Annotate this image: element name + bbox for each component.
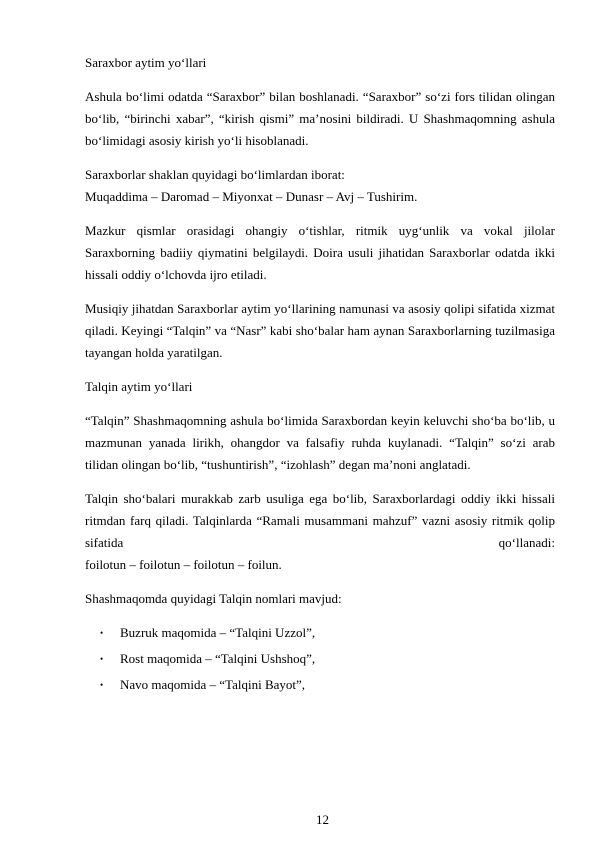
structure-parts-line: Muqaddima – Daromad – Miyonxat – Dunasr – Avj – Tushirim. <box>85 189 418 204</box>
paragraph-saraxbor-musical: Musiqiy jihatdan Saraxborlar aytim yo‘llarining namunasi va asosiy qolipi sifatida xizmat qiladi. Keyingi “Talqin” va “Nasr” kabi sho‘balar ham aynan Saraxborlarning tuzilmasiga tayangan holda yaratilgan. <box>85 301 555 360</box>
bullet-icon: • <box>100 628 104 638</box>
heading-saraxbor: Saraxbor aytim yo‘llari <box>85 55 207 70</box>
list-item <box>85 648 555 670</box>
document-page <box>85 52 555 700</box>
paragraph-saraxbor-transitions: Mazkur qismlar orasidagi ohangiy o‘tishlar, ritmik uyg‘unlik va vokal jilolar Saraxborning badiiy qiymatini belgilaydi. Doira usuli jihatidan Saraxborlar odatda ikki hissali oddiy o‘lchovda ijro etiladi. <box>85 223 555 282</box>
paragraph-saraxbor-intro: Ashula bo‘limi odatda “Saraxbor” bilan boshlanadi. “Saraxbor” so‘zi fors tilidan olingan bo‘lib, “birinchi xabar”, “kirish qismi” ma’nosini bildiradi. U Shashmaqomning ashula bo‘limidagi asosiy kirish yo‘li hisoblanadi. <box>85 89 555 148</box>
paragraph-talqin-rhythm <box>85 488 555 576</box>
list-item <box>85 674 555 696</box>
talqin-names-list <box>85 622 555 696</box>
paragraph-saraxbor-structure <box>85 164 555 208</box>
list-item-text: Rost maqomida – “Talqini Ushshoq”, <box>120 651 316 666</box>
bullet-icon: • <box>100 680 104 690</box>
structure-intro-line: Saraxborlar shaklan quyidagi bo‘limlardan iborat: <box>85 167 345 182</box>
bullet-icon: • <box>100 654 104 664</box>
page-number: 12 <box>316 812 329 827</box>
rhythm-formula: foilotun – foilotun – foilotun – foilun. <box>85 557 282 572</box>
paragraph-talqin-intro: “Talqin” Shashmaqomning ashula bo‘limida Saraxbordan keyin keluvchi sho‘ba bo‘lib, u mazmunan yanada lirikh, ohangdor va falsafiy ruhda kuylanadi. “Talqin” so‘zi arab tilidan olingan bo‘lib, “tushuntirish”, “izohlash” degan ma’noni anglatadi. <box>85 413 555 472</box>
heading-talqin: Talqin aytim yo‘llari <box>85 379 193 394</box>
list-item <box>85 622 555 644</box>
rhythm-text: Talqin sho‘balari murakkab zarb usuliga ega bo‘lib, Saraxborlardagi oddiy ikki hissali ritmdan farq qiladi. Talqinlarda “Ramali musammani mahzuf” vazni asosiy ritmik qolip sifatida qo‘llanadi: <box>85 491 555 550</box>
list-item-text: Buzruk maqomida – “Talqini Uzzol”, <box>120 625 316 640</box>
list-item-text: Navo maqomida – “Talqini Bayot”, <box>120 677 306 692</box>
paragraph-talqin-names: Shashmaqomda quyidagi Talqin nomlari mavjud: <box>85 591 342 606</box>
